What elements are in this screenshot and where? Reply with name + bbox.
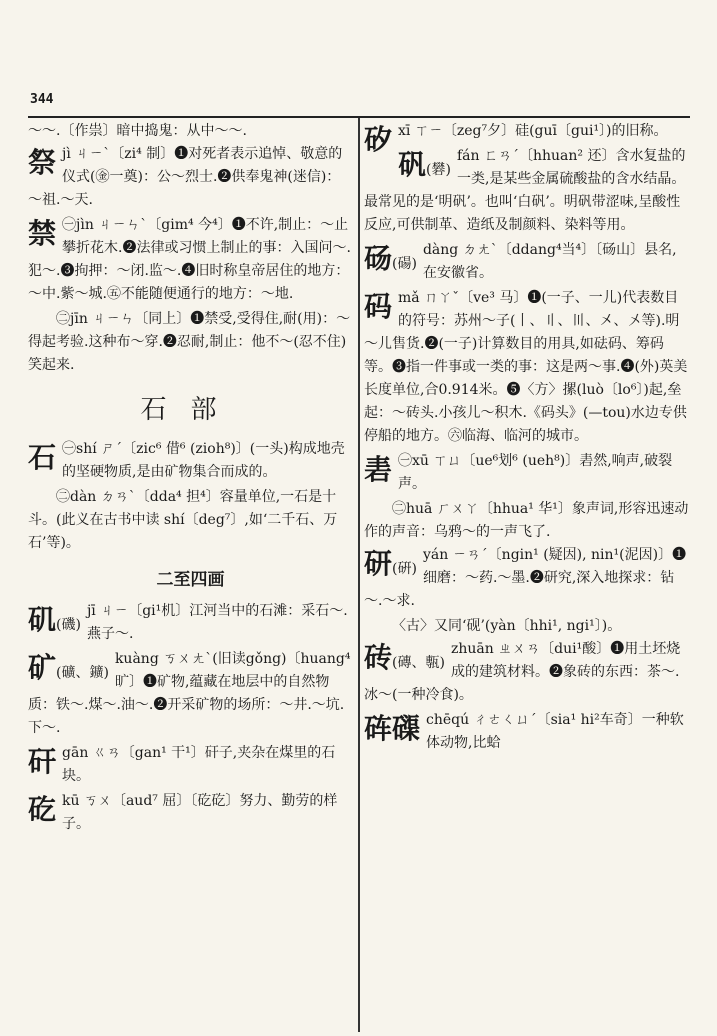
- column-divider: [358, 118, 360, 1032]
- page-number: 344: [30, 92, 54, 107]
- definition: mǎ ㄇㄚˇ〔ve³ 马〕❶(一子、一儿)代表数目的符号：苏州～子(丨、〢、〣、㐅、〤等).明～儿售货.❷(一子)计算数目的用具,如砝码、筹码等。❸指一件事或一类的事：这是两～事.❹(外)英美长度单位,合0.914米。❺〈方〉摞(luò〔lo⁶〕)起,垒起：～砖头.小孩儿～积木.《码头》(—tou)水边专供停船的地方。㊅临海、临河的城市。: [364, 290, 688, 444]
- headword-char: 砖: [364, 641, 393, 674]
- definition: jī ㄐㄧ〔gi¹机〕江河当中的石滩：采石～.燕子～.: [86, 603, 348, 642]
- headword: 石: [28, 441, 57, 474]
- headword: [28, 650, 109, 691]
- entry-ku: [28, 790, 353, 836]
- headword: 禁: [28, 217, 57, 250]
- entry-fan: [364, 145, 690, 237]
- headword: [364, 640, 445, 681]
- headword-variant: (硏): [392, 561, 417, 577]
- headword-variant: (碭): [392, 256, 417, 272]
- headword: 码: [364, 290, 393, 323]
- headword-char: 矾: [398, 148, 427, 181]
- entry-xi: [364, 120, 690, 156]
- headword-char: 砀: [364, 242, 393, 275]
- definition: jì ㄐㄧˋ〔zi⁴ 制〕❶对死者表示追悼、敬意的仪式(㊎一奠)：公～烈士.❷供奉鬼神(迷信)：～祖.～天.: [28, 146, 343, 208]
- headword: 矻: [28, 793, 57, 826]
- headword-variant: (礦、鑛): [56, 665, 109, 681]
- entry-xu: [364, 450, 690, 496]
- subsection-title: 二至四画: [156, 570, 225, 590]
- headword: [364, 241, 417, 282]
- definition: gān ㄍㄢ〔gan¹ 干¹〕矸子,夹杂在煤里的石块。: [62, 745, 336, 784]
- headword: 矸: [28, 745, 57, 778]
- entry-chequ: [364, 709, 690, 755]
- entry-zhuan: [364, 638, 690, 707]
- left-column: [28, 120, 353, 1026]
- definition: chēqú ㄔㄜㄑㄩˊ〔sia¹ hi²车奇〕一种软体动物,比蛤: [426, 712, 684, 751]
- headword: [28, 602, 81, 643]
- definition: xī ㄒㄧ〔zeg⁷夕〕硅(guī〔gui¹〕)的旧称。: [398, 123, 668, 139]
- definition: ㊀shí ㄕˊ〔zic⁶ 借⁶ (zioh⁸)〕(一头)构成地壳的坚硬物质,是由矿物集合而成的。: [62, 441, 345, 480]
- headword-char: 矿: [28, 651, 57, 684]
- definition: zhuān ㄓㄨㄢ〔dui¹酸〕❶用土坯烧成的建筑材料。❷象砖的东西：茶～.冰～(一种冷食)。: [364, 641, 681, 703]
- entry-jin: [28, 214, 353, 306]
- headword: 祭: [28, 146, 57, 179]
- right-column: [364, 120, 690, 1026]
- headword: [398, 147, 451, 188]
- definition: dàng ㄉㄤˋ〔ddang⁴当⁴〕〔砀山〕县名,在安徽省。: [422, 242, 677, 281]
- entry-yan: [364, 544, 690, 613]
- entry-dang: [364, 239, 690, 285]
- entry-ji2: [28, 600, 353, 646]
- headword-variant: (磯): [56, 617, 81, 633]
- definition: kū ㄎㄨ〔aud⁷ 屈〕〔矻矻〕努力、勤劳的样子。: [62, 793, 338, 832]
- headword: 砉: [364, 453, 393, 486]
- entry-ma: [364, 287, 690, 448]
- definition: fán ㄈㄢˊ〔hhuan² 还〕含水复盐的一类,是某些金属硫酸盐的含水结晶。最常见的是‘明矾’。也叫‘白矾’。明矾带涩味,呈酸性反应,可供制革、造纸及制颜料、染料等用。: [364, 148, 686, 233]
- entry-kuang: [28, 648, 353, 740]
- sense-dan: ㊁dàn ㄉㄢˋ〔dda⁴ 担⁴〕容量单位,一石是十斗。(此义在古书中读 shí〔deg⁷〕,如‘二千石、万石’等)。: [28, 489, 338, 551]
- sense-yan-2: 〈古〉又同‘砚’(yàn〔hhi¹, ngi¹〕)。: [392, 618, 622, 634]
- headword: [364, 546, 417, 587]
- headword: 砗磲: [364, 712, 421, 745]
- continuation-text: ～～.〔作祟〕暗中捣鬼：从中～～.: [28, 123, 247, 139]
- section-title: 石部: [140, 395, 241, 425]
- entry-shi: [28, 438, 353, 484]
- definition: ㊀jìn ㄐㄧㄣˋ〔gim⁴ 今⁴〕❶不许,制止：～止攀折花木.❷法律或习惯上制止的事：入国问～.犯～.❸拘押：～闭.监～.❹旧时称皇帝居住的地方：～中.紫～城.㊄不能随便通行的地方：～地.: [28, 217, 351, 302]
- sense-jin-2: ㊁jīn ㄐㄧㄣ〔同上〕❶禁受,受得住,耐(用)：～得起考验.这种布～穿.❷忍耐,制止：他不～(忍不住)笑起来.: [28, 311, 351, 373]
- entry-ji: [28, 143, 353, 212]
- definition: ㊀xū ㄒㄩ〔ue⁶划⁶ (ueh⁸)〕砉然,响声,破裂声。: [398, 453, 673, 492]
- headword-variant: (磚、甎): [392, 655, 445, 671]
- sense-hua: ㊁huā ㄏㄨㄚ〔hhua¹ 华¹〕象声词,形容迅速动作的声音：乌鸦～的一声飞了.: [364, 501, 689, 540]
- definition: yán ㄧㄢˊ〔ngin¹ (疑因), nin¹(泥因)〕❶细磨：～药.～墨.❷研究,深入地探求：钻～.～求.: [364, 547, 687, 609]
- headword-variant: (礬): [426, 162, 451, 178]
- entry-gan: [28, 742, 353, 788]
- headword-char: 矶: [28, 603, 57, 636]
- definition: kuàng ㄎㄨㄤˋ(旧读gǒng)〔huang⁴旷〕❶矿物,蕴藏在地层中的自然物质：铁～.煤～.油～.❷开采矿物的场所：～井.～坑.下～.: [28, 651, 351, 736]
- headword: 矽: [364, 123, 393, 156]
- headword-char: 研: [364, 547, 393, 580]
